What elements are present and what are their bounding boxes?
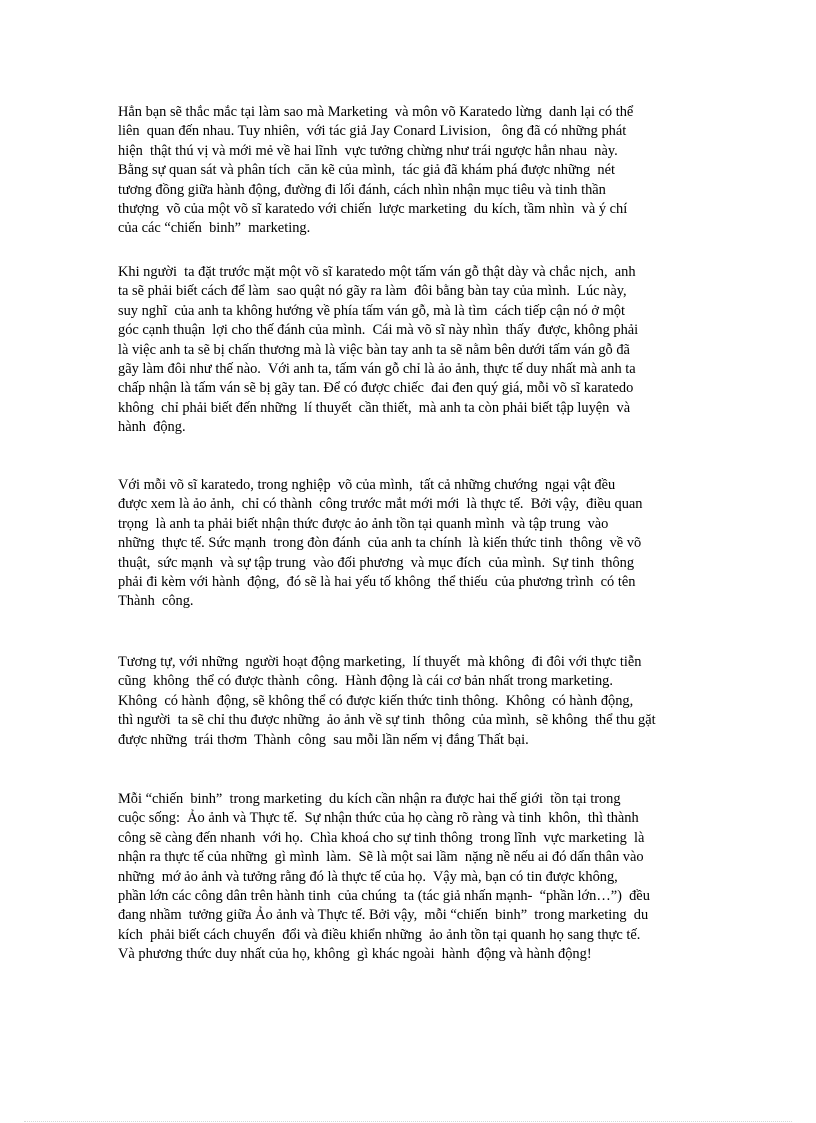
paragraph-wooden-board: Khi người ta đặt trước mặt một võ sĩ karatedo một tấm ván gỗ thật dày và chắc nịch, anh ta sẽ phải biết cách để làm sao quật nó gãy ra làm đôi bằng bàn tay của mình. Lúc này, suy nghĩ của anh ta không hướng về phía tấm ván gỗ, mà là tìm cách tiếp cận nó ở một góc cạnh thuận lợi cho thế đánh của mình. Cái mà võ sĩ này nhìn thấy được, không phải là việc anh ta sẽ bị chấn thương mà là việc bàn tay anh ta sẽ nằm bên dưới tấm ván gỗ đã gãy làm đôi như thế nào. Với anh ta, tấm ván gỗ chỉ là ảo ảnh, thực tế duy nhất mà anh ta chấp nhận là tấm ván sẽ bị gãy tan. Để có được chiếc đai đen quý giá, mỗi võ sĩ karatedo không chỉ phải biết đến những lí thuyết cần thiết, mà anh ta còn phải biết tập luyện và hành động. <box>118 264 639 436</box>
paragraph-marketing-action: Tương tự, với những người hoạt động marketing, lí thuyết mà không đi đôi với thực tiễn cũng không thể có được thành công. Hành động là cái cơ bản nhất trong marketing. Không có hành động, sẽ không thể có được kiến thức tinh thông. Không có hành động, thì người ta sẽ chỉ thu được những ảo ảnh về sự tinh thông của mình, sẽ không thể thu gặt được những trái thơm Thành công sau mỗi lần nếm vị đắng Thất bại. <box>118 654 656 748</box>
paragraph-illusion-reality: Với mỗi võ sĩ karatedo, trong nghiệp võ của mình, tất cả những chướng ngại vật đều được xem là ảo ảnh, chỉ có thành công trước mắt mới mới là thực tế. Bởi vậy, điều quan trọng là anh ta phải biết nhận thức được ảo ảnh tồn tại quanh mình và tập trung vào những thực tế. Sức mạnh trong đòn đánh của anh ta chính là kiến thức tinh thông về võ thuật, sức mạnh và sự tập trung vào đối phương và mục đích của mình. Sự tinh thông phải đi kèm với hành động, đó sẽ là hai yếu tố không thể thiếu của phương trình có tên Thành công. <box>118 477 643 610</box>
page-bottom-border <box>24 1121 792 1122</box>
paragraph-guerrilla-warrior: Mỗi “chiến binh” trong marketing du kích cần nhận ra được hai thế giới tồn tại trong cuộc sống: Ảo ảnh và Thực tế. Sự nhận thức của họ càng rõ ràng và tinh khôn, thì thành công sẽ càng đến nhanh với họ. Chìa khoá cho sự tinh thông trong lĩnh vực marketing là nhận ra thực tế của những gì mình làm. Sẽ là một sai lầm nặng nề nếu ai đó dấn thân vào những mớ ảo ảnh và tưởng rằng đó là thực tế của họ. Vậy mà, bạn có tin được không, phần lớn các công dân trên hành tinh của chúng ta (tác giả nhấn mạnh- “phần lớn…”) đều đang nhầm tưởng giữa Ảo ảnh và Thực tế. Bởi vậy, mỗi “chiến binh” trong marketing du kích phải biết cách chuyển đổi và điều khiển những ảo ảnh tồn tại quanh họ sang thực tế. Và phương thức duy nhất của họ, không gì khác ngoài hành động và hành động! <box>118 791 650 963</box>
paragraph-intro: Hẳn bạn sẽ thắc mắc tại làm sao mà Marketing và môn võ Karatedo lừng danh lại có thể liên quan đến nhau. Tuy nhiên, với tác giả Jay Conard Livision, ông đã có những phát hiện thật thú vị và mới mẻ về hai lĩnh vực tưởng chừng như trái ngược hẳn nhau này. Bằng sự quan sát và phân tích căn kẽ của mình, tác giả đã khám phá được những nét tương đồng giữa hành động, đường đi lối đánh, cách nhìn nhận mục tiêu và tinh thần thượng võ của một võ sĩ karatedo với chiến lược marketing du kích, tầm nhìn và ý chí của các “chiến binh” marketing. <box>118 104 634 237</box>
